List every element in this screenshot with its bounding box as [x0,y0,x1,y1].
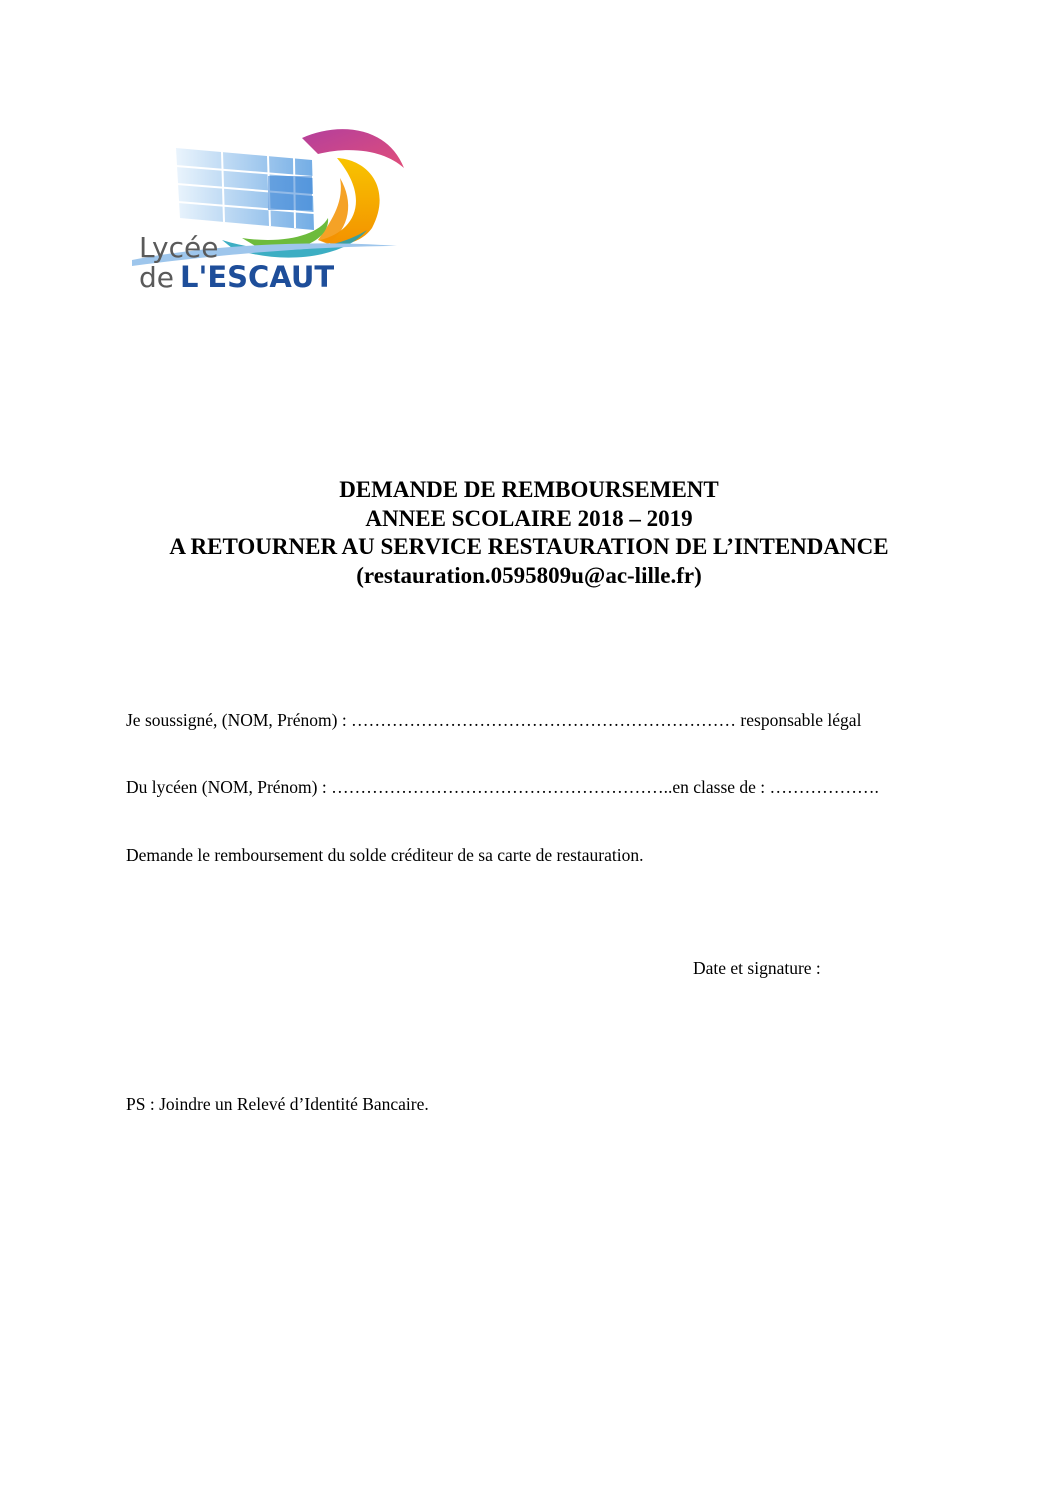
glass-facade-icon [176,148,314,230]
title-line-1: DEMANDE DE REMBOURSEMENT [339,477,719,502]
form-line-student: Du lycéen (NOM, Prénom) : …………………………………………………..en classe de : ………………. [126,777,879,797]
title-line-3: A RETOURNER AU SERVICE RESTAURATION DE L’INTENDANCE [169,534,889,559]
title-email: (restauration.0595809u@ac-lille.fr) [356,562,702,588]
form-line-request: Demande le remboursement du solde créditeur de sa carte de restauration. [126,845,644,865]
school-logo [122,120,422,295]
logo-text-de: de [139,261,174,294]
logo-text-escaut: L'ESCAUT [180,260,335,294]
logo-text-lycee: Lycée [139,231,219,264]
signature-label: Date et signature : [693,958,821,978]
form-line-guardian: Je soussigné, (NOM, Prénom) : ………………………………………………………… responsable légal [126,710,862,730]
postscript-note: PS : Joindre un Relevé d’Identité Bancaire. [126,1094,429,1114]
document-title [0,476,1058,590]
title-line-2: ANNEE SCOLAIRE 2018 – 2019 [365,505,693,531]
